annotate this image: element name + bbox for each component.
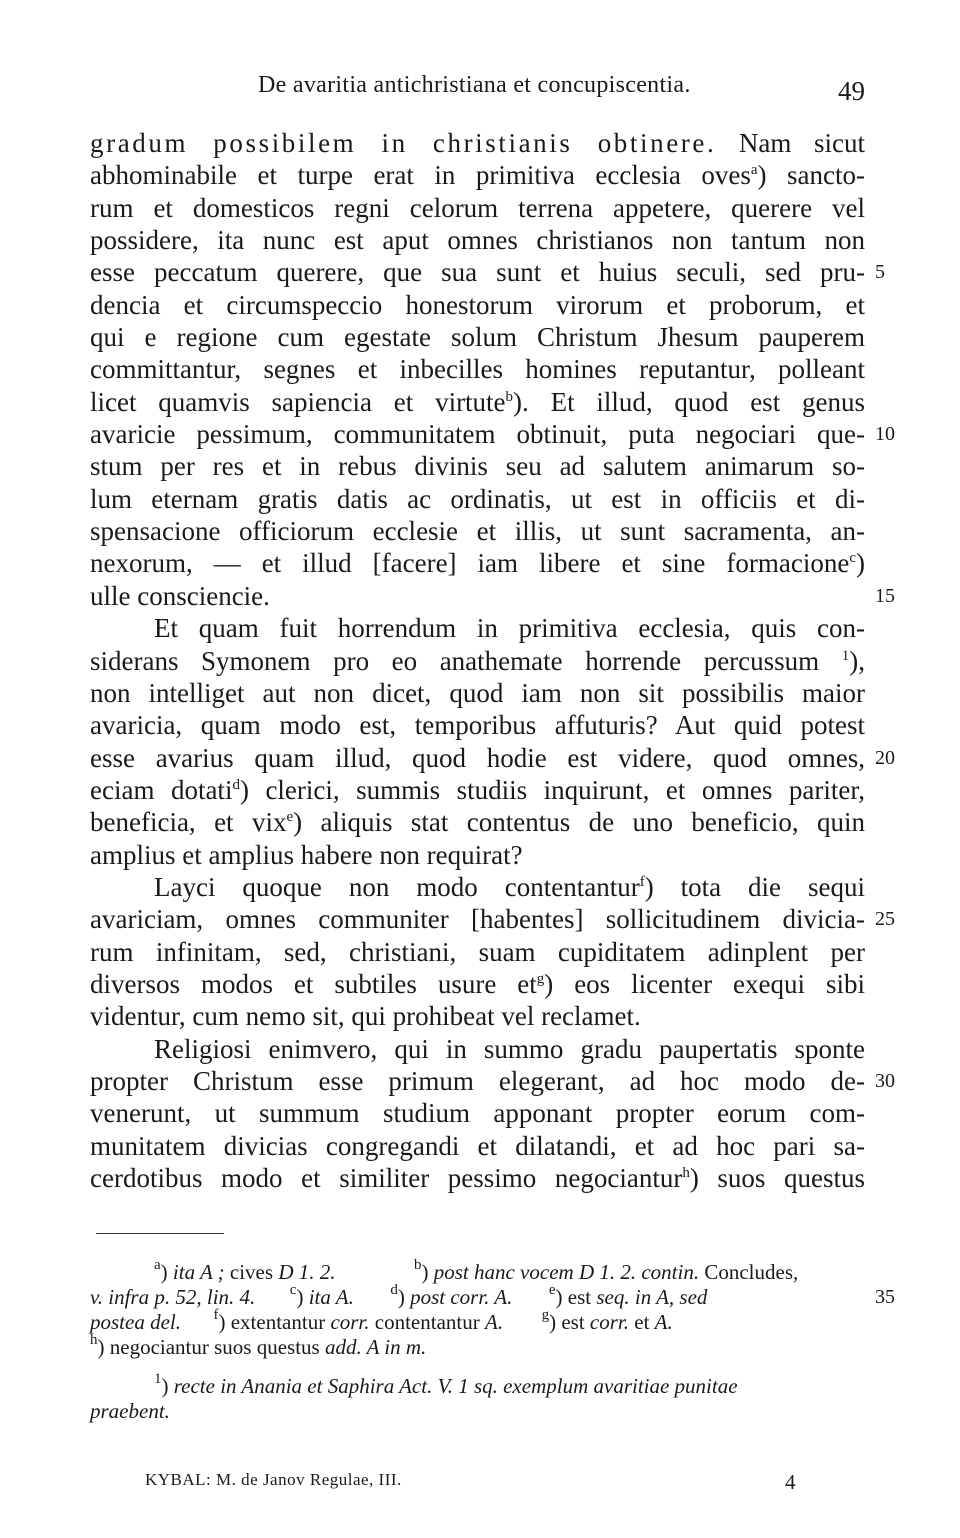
text-line: venerunt, ut summum studium apponant propter eorum com- bbox=[90, 1098, 865, 1129]
footnote-line: v. infra p. 52, lin. 4. $^c$) ita A. $^d$) post corr. A. $^e$) est seq. in A, sed 35 bbox=[90, 1282, 895, 1309]
line-number: 15 bbox=[875, 584, 895, 607]
text-line: avariciam, omnes communiter [habentes] sollicitudinem divicia- 25 bbox=[90, 904, 895, 935]
footnote-rule bbox=[96, 1233, 224, 1234]
text-line: amplius et amplius habere non requirat? bbox=[90, 839, 523, 870]
text-line: cerdotibus modo et similiter pessimo negociantur$^h$) suos questus bbox=[90, 1163, 865, 1193]
footnote-line: $^a$) ita A ; cives D 1. 2. $^b$) post hanc vocem D 1. 2. contin. Concludes, bbox=[154, 1257, 799, 1284]
footnote-line: $^1$) recte in Anania et Saphira Act. V. 1 sq. exemplum avaritiae punitae bbox=[154, 1371, 738, 1398]
text-line: committantur, segnes et inbecilles homines reputantur, polleant bbox=[90, 354, 865, 385]
line-number: 10 bbox=[875, 423, 895, 446]
line-number: 25 bbox=[875, 908, 895, 931]
running-title: De avaritia antichristiana et concupiscentia. bbox=[258, 72, 691, 98]
running-head bbox=[90, 72, 865, 106]
footnote-ref-1: 1 bbox=[841, 647, 850, 664]
text-line: possidere, ita nunc est aput omnes christianos non tantum non bbox=[90, 225, 865, 256]
footnote-ref-b: b bbox=[505, 388, 514, 405]
footnote-line: $^h$) negociantur suos questus add. A in m. bbox=[90, 1332, 427, 1359]
text-line: propter Christum esse primum elegerant, ad hoc modo de- 30 bbox=[90, 1065, 895, 1096]
footnote-ref-a: a bbox=[750, 162, 758, 179]
text-line: gradum possibilem in christianis obtinere. Nam sicut bbox=[90, 128, 866, 158]
text-line: siderans Symonem pro eo anathemate horrende percussum $^1$), bbox=[90, 645, 865, 676]
main-text bbox=[90, 127, 895, 1194]
text-line: beneficia, et vix$^e$) aliquis stat contentus de uno beneficio, quin bbox=[90, 807, 865, 838]
signature-mark: KYBAL: M. de Janov Regulae, III. bbox=[145, 1470, 402, 1489]
text-line: stum per res et in rebus divinis seu ad salutem animarum so- bbox=[90, 451, 865, 482]
text-line: licet quamvis sapiencia et virtute$^b$). Et illud, quod est genus bbox=[90, 386, 865, 417]
footnotes bbox=[90, 1257, 895, 1424]
line-number: 5 bbox=[875, 261, 885, 284]
line-number: 35 bbox=[875, 1286, 895, 1308]
text-line: eciam dotati$^d$) clerici, summis studiis inquirunt, et omnes pariter, bbox=[90, 774, 865, 805]
footnote-ref-g: g bbox=[536, 970, 545, 987]
line-number: 30 bbox=[875, 1069, 895, 1092]
text-line: munitatem divicias congregandi et dilatandi, et ad hoc pari sa- bbox=[90, 1130, 865, 1161]
text-line: abhominabile et turpe erat in primitiva ecclesia oves$^a$) sancto- bbox=[90, 160, 865, 191]
footnote-line: postea del. $^f$) extentantur corr. contentantur A. $^g$) est corr. et A. bbox=[90, 1307, 673, 1334]
paragraph-start: Layci quoque non modo contentantur$^f$) tota die sequi bbox=[154, 871, 865, 902]
text-line: esse peccatum querere, que sua sunt et huius seculi, sed pru- 5 bbox=[90, 257, 885, 288]
text-line: nexorum, — et illud [facere] iam libere et sine formacione$^c$) bbox=[90, 548, 865, 579]
footnote-ref-c: c bbox=[849, 550, 856, 567]
text-line: avaricia, quam modo est, temporibus affuturis? Aut quid potest bbox=[90, 710, 865, 741]
text-line: dencia et circumspeccio honestorum virorum et proborum, et bbox=[90, 289, 865, 320]
footnote-line: praebent. bbox=[90, 1399, 170, 1423]
text-line: non intelliget aut non dicet, quod iam non sit possibilis maior bbox=[90, 677, 865, 708]
text-line: diversos modos et subtiles usure $et^g$) eos licenter exequi sibi bbox=[90, 968, 865, 999]
sheet-number: 4 bbox=[785, 1470, 796, 1494]
paragraph-start: Religiosi enimvero, qui in summo gradu paupertatis sponte bbox=[154, 1033, 865, 1064]
text-line: rum et domesticos regni celorum terrena appetere, querere vel bbox=[90, 192, 865, 223]
text-line: qui e regione cum egestate solum Christum Jhesum pauperem bbox=[90, 322, 865, 353]
text-line: ulle consciencie. 15 bbox=[90, 580, 895, 611]
text-line: avaricie pessimum, communitatem obtinuit, puta negociari que- 10 bbox=[90, 419, 895, 450]
text-line: videntur, cum nemo sit, qui prohibeat vel reclamet. bbox=[90, 1001, 641, 1032]
text-line: esse avarius quam illud, quod hodie est videre, quod omnes, 20 bbox=[90, 742, 895, 773]
footnote-ref-e: e bbox=[286, 809, 294, 826]
footnote-ref-f: f bbox=[639, 873, 645, 890]
text-line: rum infinitam, sed, christiani, suam cupiditatem adinplent per bbox=[90, 936, 865, 967]
page-number: 49 bbox=[838, 76, 865, 106]
line-number: 20 bbox=[875, 746, 895, 769]
paragraph-start: Et quam fuit horrendum in primitiva ecclesia, quis con- bbox=[154, 613, 865, 644]
footnote-ref-h: h bbox=[682, 1165, 690, 1181]
text-line: lum eternam gratis datis ac ordinatis, ut est in officiis et di- bbox=[90, 483, 865, 514]
footnote-ref-d: d bbox=[232, 776, 240, 793]
text-line: spensacione officiorum ecclesie et illis, ut sunt sacramenta, an- bbox=[90, 516, 865, 547]
